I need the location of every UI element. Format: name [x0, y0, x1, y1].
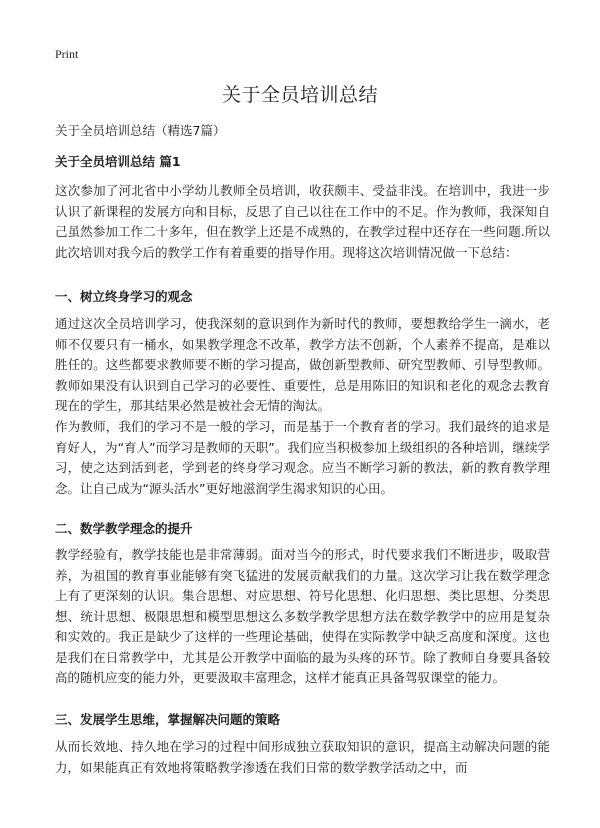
- page-title: 关于全员培训总结: [221, 84, 378, 106]
- document-subtitle: 关于全员培训总结（精选7篇）: [55, 123, 226, 138]
- section-heading-1: 一、树立终身学习的观念: [55, 289, 193, 304]
- intro-paragraph: 这次参加了河北省中小学幼儿教师全员培训，收获颇丰、受益非浅。在培训中，我进一步认识了新课程的发展方向和目标，反思了自己以往在工作中的不足。作为教师，我深知自己虽然参加工作二十多年，但在教学上还是不成熟的，在教学过程中还存在一些问题.所以此次培训对我今后的教学工作有着重要的指导作用。现将这次培训情况做一下总结：: [55, 183, 550, 260]
- section-1-paragraph-1: 通过这次全员培训学习，使我深刻的意识到作为新时代的教师，要想教给学生一滴水，老师不仅要只有一桶水，如果教学理念不改革，教学方法不创新，个人素养不提高，是难以胜任的。这些都要求教师要不断的学习提高，做创新型教师、研究型教师、引导型教师。教师如果没有认识到自己学习的必要性、重要性，总是用陈旧的知识和老化的观念去教育现在的学生，那其结果必然是被社会无情的淘汰。: [55, 316, 550, 413]
- section-heading-3: 三、发展学生思维，掌握解决问题的策略: [55, 712, 281, 727]
- article-heading: 关于全员培训总结 篇1: [55, 154, 181, 169]
- section-2-paragraph-1: 教学经验有，教学技能也是非常薄弱。面对当今的形式，时代要求我们不断进步，吸取营养，为祖国的教育事业能够有突飞猛进的发展贡献我们的力量。这次学习让我在数学理念上有了更深刻的认识。集合思想、对应思想、符号化思想、化归思想、类比思想、分类思想、统计思想、极限思想和模型思想这么多数学教学思想方法在数学教学中的应用是复杂和实效的。我正是缺少了这样的一些理论基础，使得在实际教学中缺乏高度和深度。这也是我们在日常教学中，尤其是公开教学中面临的最为头疼的环节。除了教师自身要具备较高的随机应变的能力外，更要汲取丰富理念，这样才能真正具备驾驭课堂的能力。: [55, 547, 550, 685]
- section-3-paragraph-1: 从而长效地、持久地在学习的过程中间形成独立获取知识的意识，提高主动解决问题的能力，如果能真正有效地将策略教学渗透在我们日常的数学教学活动之中，而: [55, 739, 550, 775]
- section-1-paragraph-2: 作为教师，我们的学习不是一般的学习，而是基于一个教育者的学习。我们最终的追求是育好人，为“育人”而学习是教师的天职”。我们应当积极参加上级组织的各种培训，继续学习，使之达到活到老，学到老的终身学习观念。应当不断学习新的教法，新的教育教学理念。让自己成为“源头活水”更好地滋润学生渴求知识的心田。: [55, 419, 550, 496]
- section-heading-2: 二、数学教学理念的提升: [55, 521, 193, 536]
- print-link[interactable]: Print: [55, 47, 79, 61]
